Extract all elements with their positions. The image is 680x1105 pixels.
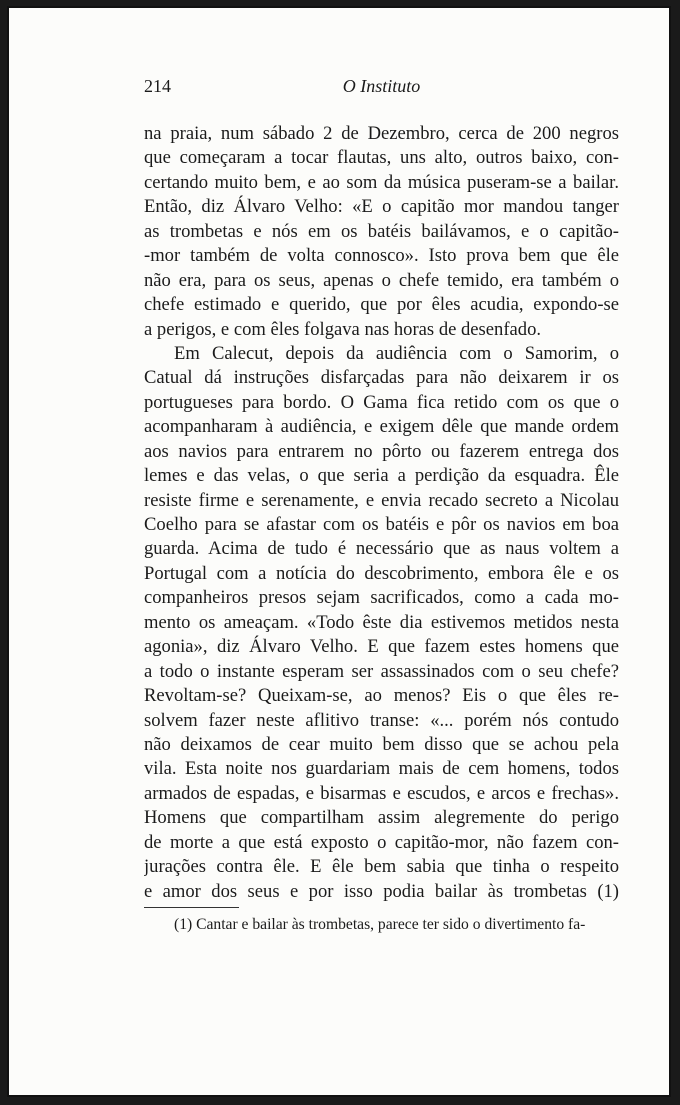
body-line: chefe estimado e querido, que por êles acudia, expondo-se [144, 294, 619, 316]
body-line: lemes e das velas, o que seria a perdição da esquadra. Êle [144, 465, 619, 487]
body-line: armados de espadas, e bisarmas e escudos, e arcos e frechas». [144, 782, 619, 804]
running-title: O Instituto [342, 76, 421, 96]
body-line: jurações contra êle. E êle bem sabia que tinha o respeito [144, 856, 619, 878]
body-line: agonia», diz Álvaro Velho. E que fazem estes homens que [144, 636, 619, 658]
body-line: Revoltam-se? Queixam-se, ao menos? Eis o que êles re- [144, 685, 619, 707]
footnote-rule [144, 907, 239, 908]
body-line: Catual dá instruções disfarçadas para não deixarem ir os [144, 367, 619, 389]
page-header [144, 76, 619, 100]
body-line: que começaram a tocar flautas, uns alto, outros baixo, con- [144, 147, 619, 169]
body-line: vila. Esta noite nos guardariam mais de cem homens, todos [144, 758, 619, 780]
body-line: solvem fazer neste aflitivo transe: «... porém nós contudo [144, 709, 619, 731]
body-line: Portugal com a notícia do descobrimento, embora êle e os [144, 562, 619, 584]
body-line: as trombetas e nós em os batéis bailávamos, e o capitão- [144, 220, 619, 242]
body-line: guarda. Acima de tudo é necessário que as naus voltem a [144, 538, 619, 560]
body-text [144, 122, 619, 904]
body-line: a todo o instante esperam ser assassinados com o seu chefe? [144, 660, 619, 682]
body-line: -mor também de volta connosco». Isto prova bem que êle [144, 245, 619, 267]
body-line: a perigos, e com êles folgava nas horas de desenfado. [144, 318, 542, 340]
body-line: não deixamos de cear muito bem disso que se achou pela [144, 733, 619, 755]
body-line: portugueses para bordo. O Gama fica retido com os que o [144, 391, 619, 413]
body-line: de morte a que está exposto o capitão-mor, não fazem con- [144, 831, 619, 853]
body-line: companheiros presos sejam sacrificados, como a cada mo- [144, 587, 619, 609]
body-line: aos navios para entrarem no pôrto ou fazerem entrega dos [144, 440, 619, 462]
body-line: resiste firme e serenamente, e envia recado secreto a Nicolau [144, 489, 619, 511]
page-number: 214 [144, 76, 171, 96]
body-line: Homens que compartilham assim alegremente do perigo [144, 807, 619, 829]
body-line: na praia, num sábado 2 de Dezembro, cerca de 200 negros [144, 123, 619, 144]
body-line: acompanharam à audiência, e exigem dêle que mande ordem [144, 416, 619, 438]
body-line: Coelho para se afastar com os batéis e pôr os navios em boa [144, 514, 619, 535]
body-line: certando muito bem, e ao som da música puseram-se a bailar. [144, 171, 619, 193]
footnote [144, 914, 619, 936]
footnote-text: (1) Cantar e bailar às trombetas, parece ter sido o divertimento fa- [174, 916, 586, 933]
body-line: Então, diz Álvaro Velho: «E o capitão mor mandou tanger [144, 196, 619, 218]
book-page [7, 6, 671, 1097]
body-line: mento os ameaçam. «Todo êste dia estivemos metidos nesta [144, 611, 619, 633]
body-line: e amor dos seus e por isso podia bailar às trombetas (1) [144, 880, 619, 902]
body-line: Em Calecut, depois da audiência com o Samorim, o [174, 342, 619, 364]
body-line: não era, para os seus, apenas o chefe temido, era também o [144, 269, 619, 291]
